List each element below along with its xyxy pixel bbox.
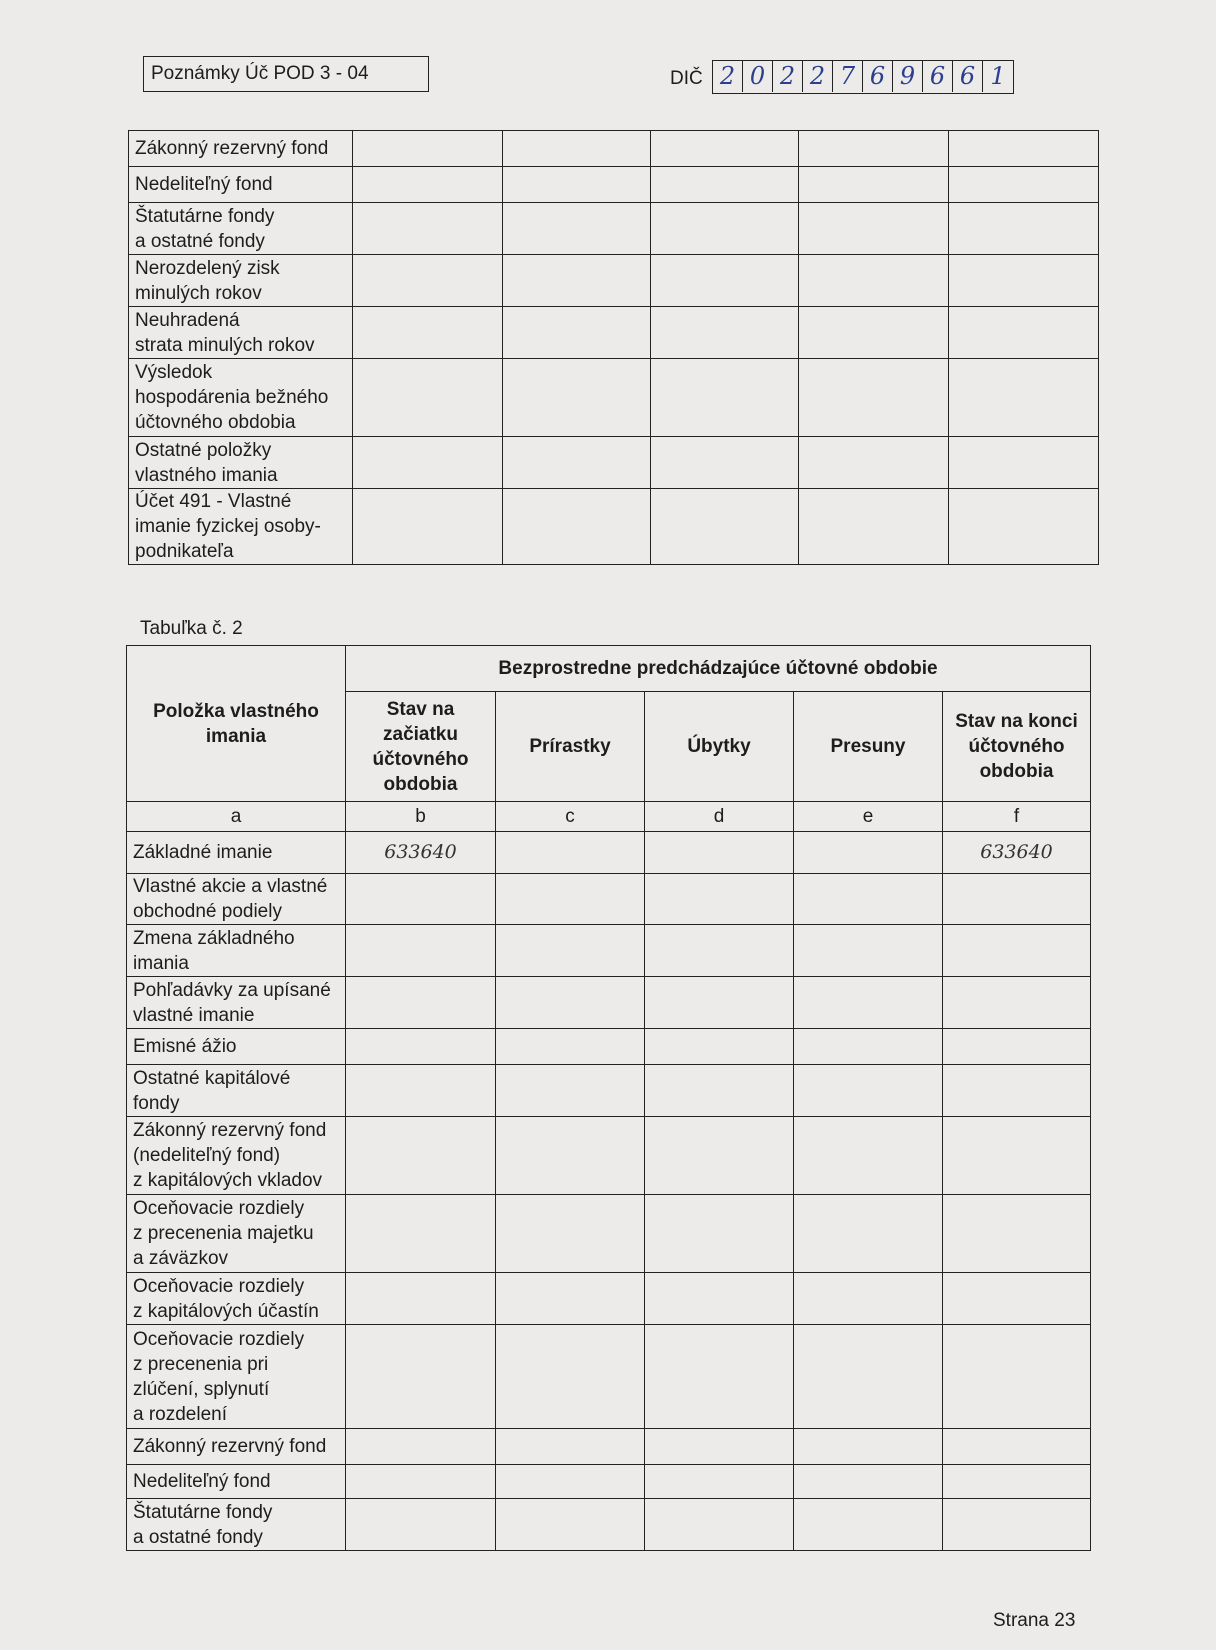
text-line: a rozdelení <box>133 1403 228 1425</box>
text-line: Oceňovacie rozdiely <box>133 1198 305 1219</box>
value-cell[interactable] <box>503 489 651 565</box>
form-label: Poznámky Úč POD 3 - 04 <box>151 63 369 84</box>
value-cell-d[interactable] <box>645 874 794 925</box>
table-row <box>127 1065 1091 1117</box>
row-label <box>127 1195 346 1273</box>
text-line: hospodárenia bežného <box>135 387 329 408</box>
value-cell-d[interactable] <box>645 1065 794 1117</box>
text-line: obdobia <box>979 761 1054 782</box>
text-line: fondy <box>133 1092 180 1114</box>
value-cell-f[interactable] <box>943 1273 1091 1325</box>
value-cell-d[interactable] <box>645 1273 794 1325</box>
value-cell-c[interactable] <box>496 1029 645 1065</box>
table-row <box>129 489 1099 565</box>
value-cell[interactable] <box>651 437 799 489</box>
value-cell-b[interactable] <box>346 1273 496 1325</box>
table2-caption: Tabuľka č. 2 <box>140 618 243 639</box>
value-cell-f[interactable] <box>943 925 1091 977</box>
value-cell-d[interactable] <box>645 977 794 1029</box>
value-cell-e[interactable] <box>794 1273 943 1325</box>
col-f-header <box>943 692 1091 802</box>
value-cell-e[interactable] <box>794 1029 943 1065</box>
value-cell[interactable] <box>949 307 1099 359</box>
text-line: začiatku <box>383 723 458 745</box>
value-cell-b[interactable] <box>346 1325 496 1429</box>
value-cell-c[interactable] <box>496 1499 645 1551</box>
value-cell[interactable] <box>949 203 1099 255</box>
value-cell-b[interactable] <box>346 1429 496 1465</box>
table-row <box>127 1195 1091 1273</box>
table-row <box>129 437 1099 489</box>
value-cell[interactable] <box>949 167 1099 203</box>
form-label-box <box>143 56 429 92</box>
text-line: Neuhradená <box>135 309 240 331</box>
value-cell[interactable] <box>353 255 503 307</box>
col-letter: a <box>127 802 346 832</box>
text-line: Pohľadávky za upísané <box>133 979 331 1001</box>
value-cell-c[interactable] <box>496 1465 645 1499</box>
value-cell-e[interactable] <box>794 1195 943 1273</box>
value-cell-c[interactable] <box>496 1429 645 1465</box>
row-label <box>129 255 353 307</box>
value-cell-c[interactable] <box>496 1117 645 1195</box>
text-line: minulých rokov <box>135 282 262 304</box>
text-line: Oceňovacie rozdiely <box>133 1328 305 1350</box>
dic-digit[interactable]: 1 <box>990 62 1006 90</box>
text-line: Zákonný rezervný fond <box>135 138 329 159</box>
value-cell[interactable] <box>503 131 651 167</box>
row-label <box>129 307 353 359</box>
value-cell[interactable] <box>353 489 503 565</box>
value-cell-d[interactable] <box>645 1429 794 1465</box>
value-cell-d[interactable] <box>645 1499 794 1551</box>
dic-digit[interactable]: 6 <box>863 61 893 92</box>
text-line: z kapitálových vkladov <box>133 1170 323 1191</box>
col-d-header: Úbytky <box>645 692 794 802</box>
col-letter: c <box>496 802 645 832</box>
value-cell-e[interactable] <box>794 874 943 925</box>
value-cell-f[interactable] <box>943 1195 1091 1273</box>
text-line: imania <box>133 952 189 974</box>
text-line: Vlastné akcie a vlastné <box>133 876 328 897</box>
value-cell-b[interactable] <box>346 1195 496 1273</box>
value-cell-f[interactable] <box>943 1029 1091 1065</box>
page-number: Strana 23 <box>993 1610 1076 1631</box>
row-label <box>127 832 346 874</box>
dic-digit[interactable]: 6 <box>953 61 983 92</box>
value-cell[interactable] <box>799 437 949 489</box>
text-line: Nedeliteľný fond <box>133 1471 271 1492</box>
text-line: podnikateľa <box>135 541 234 562</box>
text-line: Zákonný rezervný fond <box>133 1120 327 1141</box>
value-cell-c[interactable] <box>496 1195 645 1273</box>
table-row <box>129 167 1099 203</box>
text-line: Výsledok <box>135 362 213 383</box>
table-row <box>127 1117 1091 1195</box>
col-letter: f <box>943 802 1091 832</box>
table-row <box>127 1429 1091 1465</box>
value-cell[interactable] <box>353 307 503 359</box>
row-label <box>127 1029 346 1065</box>
value-cell[interactable] <box>503 359 651 437</box>
table-row <box>129 255 1099 307</box>
text-line: z precenenia pri <box>133 1353 269 1375</box>
value-cell[interactable] <box>353 167 503 203</box>
text-line: (nedeliteľný fond) <box>133 1145 281 1166</box>
col-b-header <box>346 692 496 802</box>
value-cell-e[interactable] <box>794 1465 943 1499</box>
col-c-header: Prírastky <box>496 692 645 802</box>
text-line: účtovného obdobia <box>135 412 296 433</box>
text-line: a záväzkov <box>133 1248 229 1269</box>
text-line: Nedeliteľný fond <box>135 174 273 195</box>
value-cell-e[interactable] <box>794 832 943 874</box>
value-cell-e[interactable] <box>794 1325 943 1429</box>
value-cell[interactable] <box>799 489 949 565</box>
dic-digit[interactable]: 2 <box>773 61 803 92</box>
table-row <box>127 832 1091 874</box>
value-cell-f[interactable] <box>943 1065 1091 1117</box>
value-cell-b[interactable] <box>346 1029 496 1065</box>
text-line: zlúčení, splynutí <box>133 1378 270 1400</box>
row-label <box>127 1465 346 1499</box>
value-cell-f[interactable] <box>943 977 1091 1029</box>
table-row <box>127 1029 1091 1065</box>
text-line: Stav na <box>386 698 455 720</box>
value-cell[interactable] <box>651 203 799 255</box>
table-row <box>129 359 1099 437</box>
table-row <box>127 1273 1091 1325</box>
table-row <box>127 1325 1091 1429</box>
text-line: strata minulých rokov <box>135 334 315 356</box>
value-cell-b[interactable]: 633640 <box>346 832 496 874</box>
text-line: a ostatné fondy <box>135 230 265 252</box>
value-cell[interactable] <box>949 255 1099 307</box>
text-line: Ostatné položky <box>135 439 272 461</box>
value-cell[interactable] <box>799 131 949 167</box>
text-line: účtovného <box>968 736 1065 757</box>
value-cell-f[interactable] <box>943 1117 1091 1195</box>
text-line: Nerozdelený zisk <box>135 257 280 279</box>
text-line: účtovného <box>372 748 469 770</box>
value-cell[interactable] <box>503 307 651 359</box>
table-row <box>127 874 1091 925</box>
row-label <box>129 359 353 437</box>
equity-table-continued <box>128 130 1099 565</box>
value-cell[interactable] <box>503 255 651 307</box>
table-row <box>127 1465 1091 1499</box>
value-cell-e[interactable] <box>794 1117 943 1195</box>
value-cell[interactable] <box>353 131 503 167</box>
row-label <box>127 1065 346 1117</box>
text-line: Položka vlastného <box>153 700 319 722</box>
value-cell-f[interactable] <box>943 1429 1091 1465</box>
table-row <box>129 131 1099 167</box>
text-line: Základné imanie <box>133 842 273 863</box>
value-cell[interactable] <box>651 167 799 203</box>
row-label <box>127 1117 346 1195</box>
value-cell[interactable] <box>799 167 949 203</box>
dic-digit[interactable]: 7 <box>833 61 863 92</box>
value-cell[interactable] <box>651 131 799 167</box>
row-label <box>129 437 353 489</box>
col-item-header <box>127 646 346 802</box>
value-cell-f[interactable] <box>943 874 1091 925</box>
value-cell-c[interactable] <box>496 1065 645 1117</box>
value-cell[interactable] <box>353 203 503 255</box>
text-line: imanie fyzickej osoby- <box>135 516 321 537</box>
text-line: Zmena základného <box>133 927 295 949</box>
text-line: Účet 491 - Vlastné <box>135 491 292 512</box>
text-line: vlastného imania <box>135 464 278 486</box>
value-cell[interactable] <box>503 167 651 203</box>
value-cell-d[interactable] <box>645 1117 794 1195</box>
col-letter: b <box>346 802 496 832</box>
value-cell-e[interactable] <box>794 1499 943 1551</box>
dic-digit[interactable]: 0 <box>743 61 773 92</box>
text-line: z kapitálových účastín <box>133 1300 319 1322</box>
value-cell-e[interactable] <box>794 977 943 1029</box>
row-label <box>127 977 346 1029</box>
value-cell[interactable] <box>799 359 949 437</box>
row-label <box>129 167 353 203</box>
row-label <box>127 1429 346 1465</box>
value-cell-d[interactable] <box>645 832 794 874</box>
value-cell[interactable] <box>651 255 799 307</box>
value-cell[interactable] <box>503 437 651 489</box>
table-row <box>127 1499 1091 1551</box>
value-cell-f[interactable] <box>943 1499 1091 1551</box>
col-e-header: Presuny <box>794 692 943 802</box>
value-cell[interactable] <box>503 203 651 255</box>
text-line: a ostatné fondy <box>133 1526 263 1548</box>
text-line: Štatutárne fondy <box>133 1501 273 1523</box>
value-cell-c[interactable] <box>496 977 645 1029</box>
dic-digit[interactable]: 2 <box>803 61 833 92</box>
row-label <box>129 131 353 167</box>
value-cell[interactable] <box>799 255 949 307</box>
row-label <box>127 1499 346 1551</box>
table-row <box>127 925 1091 977</box>
text-line: Stav na konci <box>955 711 1078 732</box>
row-label <box>127 874 346 925</box>
col-letter: e <box>794 802 943 832</box>
value-cell-c[interactable] <box>496 832 645 874</box>
value-cell[interactable] <box>949 437 1099 489</box>
value-cell-b[interactable] <box>346 1499 496 1551</box>
table-row <box>127 977 1091 1029</box>
value-cell-d[interactable] <box>645 1195 794 1273</box>
dic-digit[interactable]: 9 <box>893 61 923 92</box>
row-label <box>127 1325 346 1429</box>
value-cell-e[interactable] <box>794 925 943 977</box>
group-header: Bezprostredne predchádzajúce účtovné obdobie <box>346 646 1091 692</box>
value-cell[interactable] <box>353 359 503 437</box>
text-line: imania <box>205 725 267 747</box>
value-cell-d[interactable] <box>645 925 794 977</box>
value-cell-f[interactable]: 633640 <box>943 832 1091 874</box>
value-cell-c[interactable] <box>496 874 645 925</box>
value-cell-d[interactable] <box>645 1029 794 1065</box>
value-cell-b[interactable] <box>346 1117 496 1195</box>
value-cell-b[interactable] <box>346 1065 496 1117</box>
dic-field[interactable] <box>712 60 1014 94</box>
value-cell-c[interactable] <box>496 1273 645 1325</box>
value-cell[interactable] <box>651 307 799 359</box>
value-cell-d[interactable] <box>645 1325 794 1429</box>
row-label <box>129 489 353 565</box>
text-line: Zákonný rezervný fond <box>133 1436 327 1457</box>
value-cell[interactable] <box>949 489 1099 565</box>
value-cell-e[interactable] <box>794 1429 943 1465</box>
table-row <box>129 307 1099 359</box>
value-cell[interactable] <box>949 359 1099 437</box>
value-cell-c[interactable] <box>496 925 645 977</box>
dic-digit[interactable]: 6 <box>923 61 953 92</box>
value-cell[interactable] <box>651 489 799 565</box>
value-cell-e[interactable] <box>794 1065 943 1117</box>
value-cell-b[interactable] <box>346 1465 496 1499</box>
text-line: Ostatné kapitálové <box>133 1067 291 1089</box>
text-line: Emisné ážio <box>133 1036 237 1057</box>
text-line: Oceňovacie rozdiely <box>133 1275 305 1297</box>
text-line: vlastné imanie <box>133 1004 255 1026</box>
row-label <box>129 203 353 255</box>
value-cell[interactable] <box>353 437 503 489</box>
text-line: Štatutárne fondy <box>135 205 275 227</box>
value-cell-d[interactable] <box>645 1465 794 1499</box>
value-cell-b[interactable] <box>346 874 496 925</box>
value-cell-b[interactable] <box>346 925 496 977</box>
value-cell-b[interactable] <box>346 977 496 1029</box>
value-cell[interactable] <box>799 307 949 359</box>
row-label <box>127 925 346 977</box>
text-line: z precenenia majetku <box>133 1223 314 1244</box>
value-cell[interactable] <box>651 359 799 437</box>
text-line: obdobia <box>383 773 458 795</box>
value-cell-c[interactable] <box>496 1325 645 1429</box>
col-letter: d <box>645 802 794 832</box>
dic-label: DIČ <box>670 68 703 89</box>
dic-digit[interactable]: 2 <box>713 61 743 92</box>
value-cell-f[interactable] <box>943 1325 1091 1429</box>
value-cell-f[interactable] <box>943 1465 1091 1499</box>
value-cell[interactable] <box>799 203 949 255</box>
row-label <box>127 1273 346 1325</box>
text-line: obchodné podiely <box>133 901 282 922</box>
equity-table-prior-period <box>126 645 1091 1551</box>
value-cell[interactable] <box>949 131 1099 167</box>
table-row <box>129 203 1099 255</box>
